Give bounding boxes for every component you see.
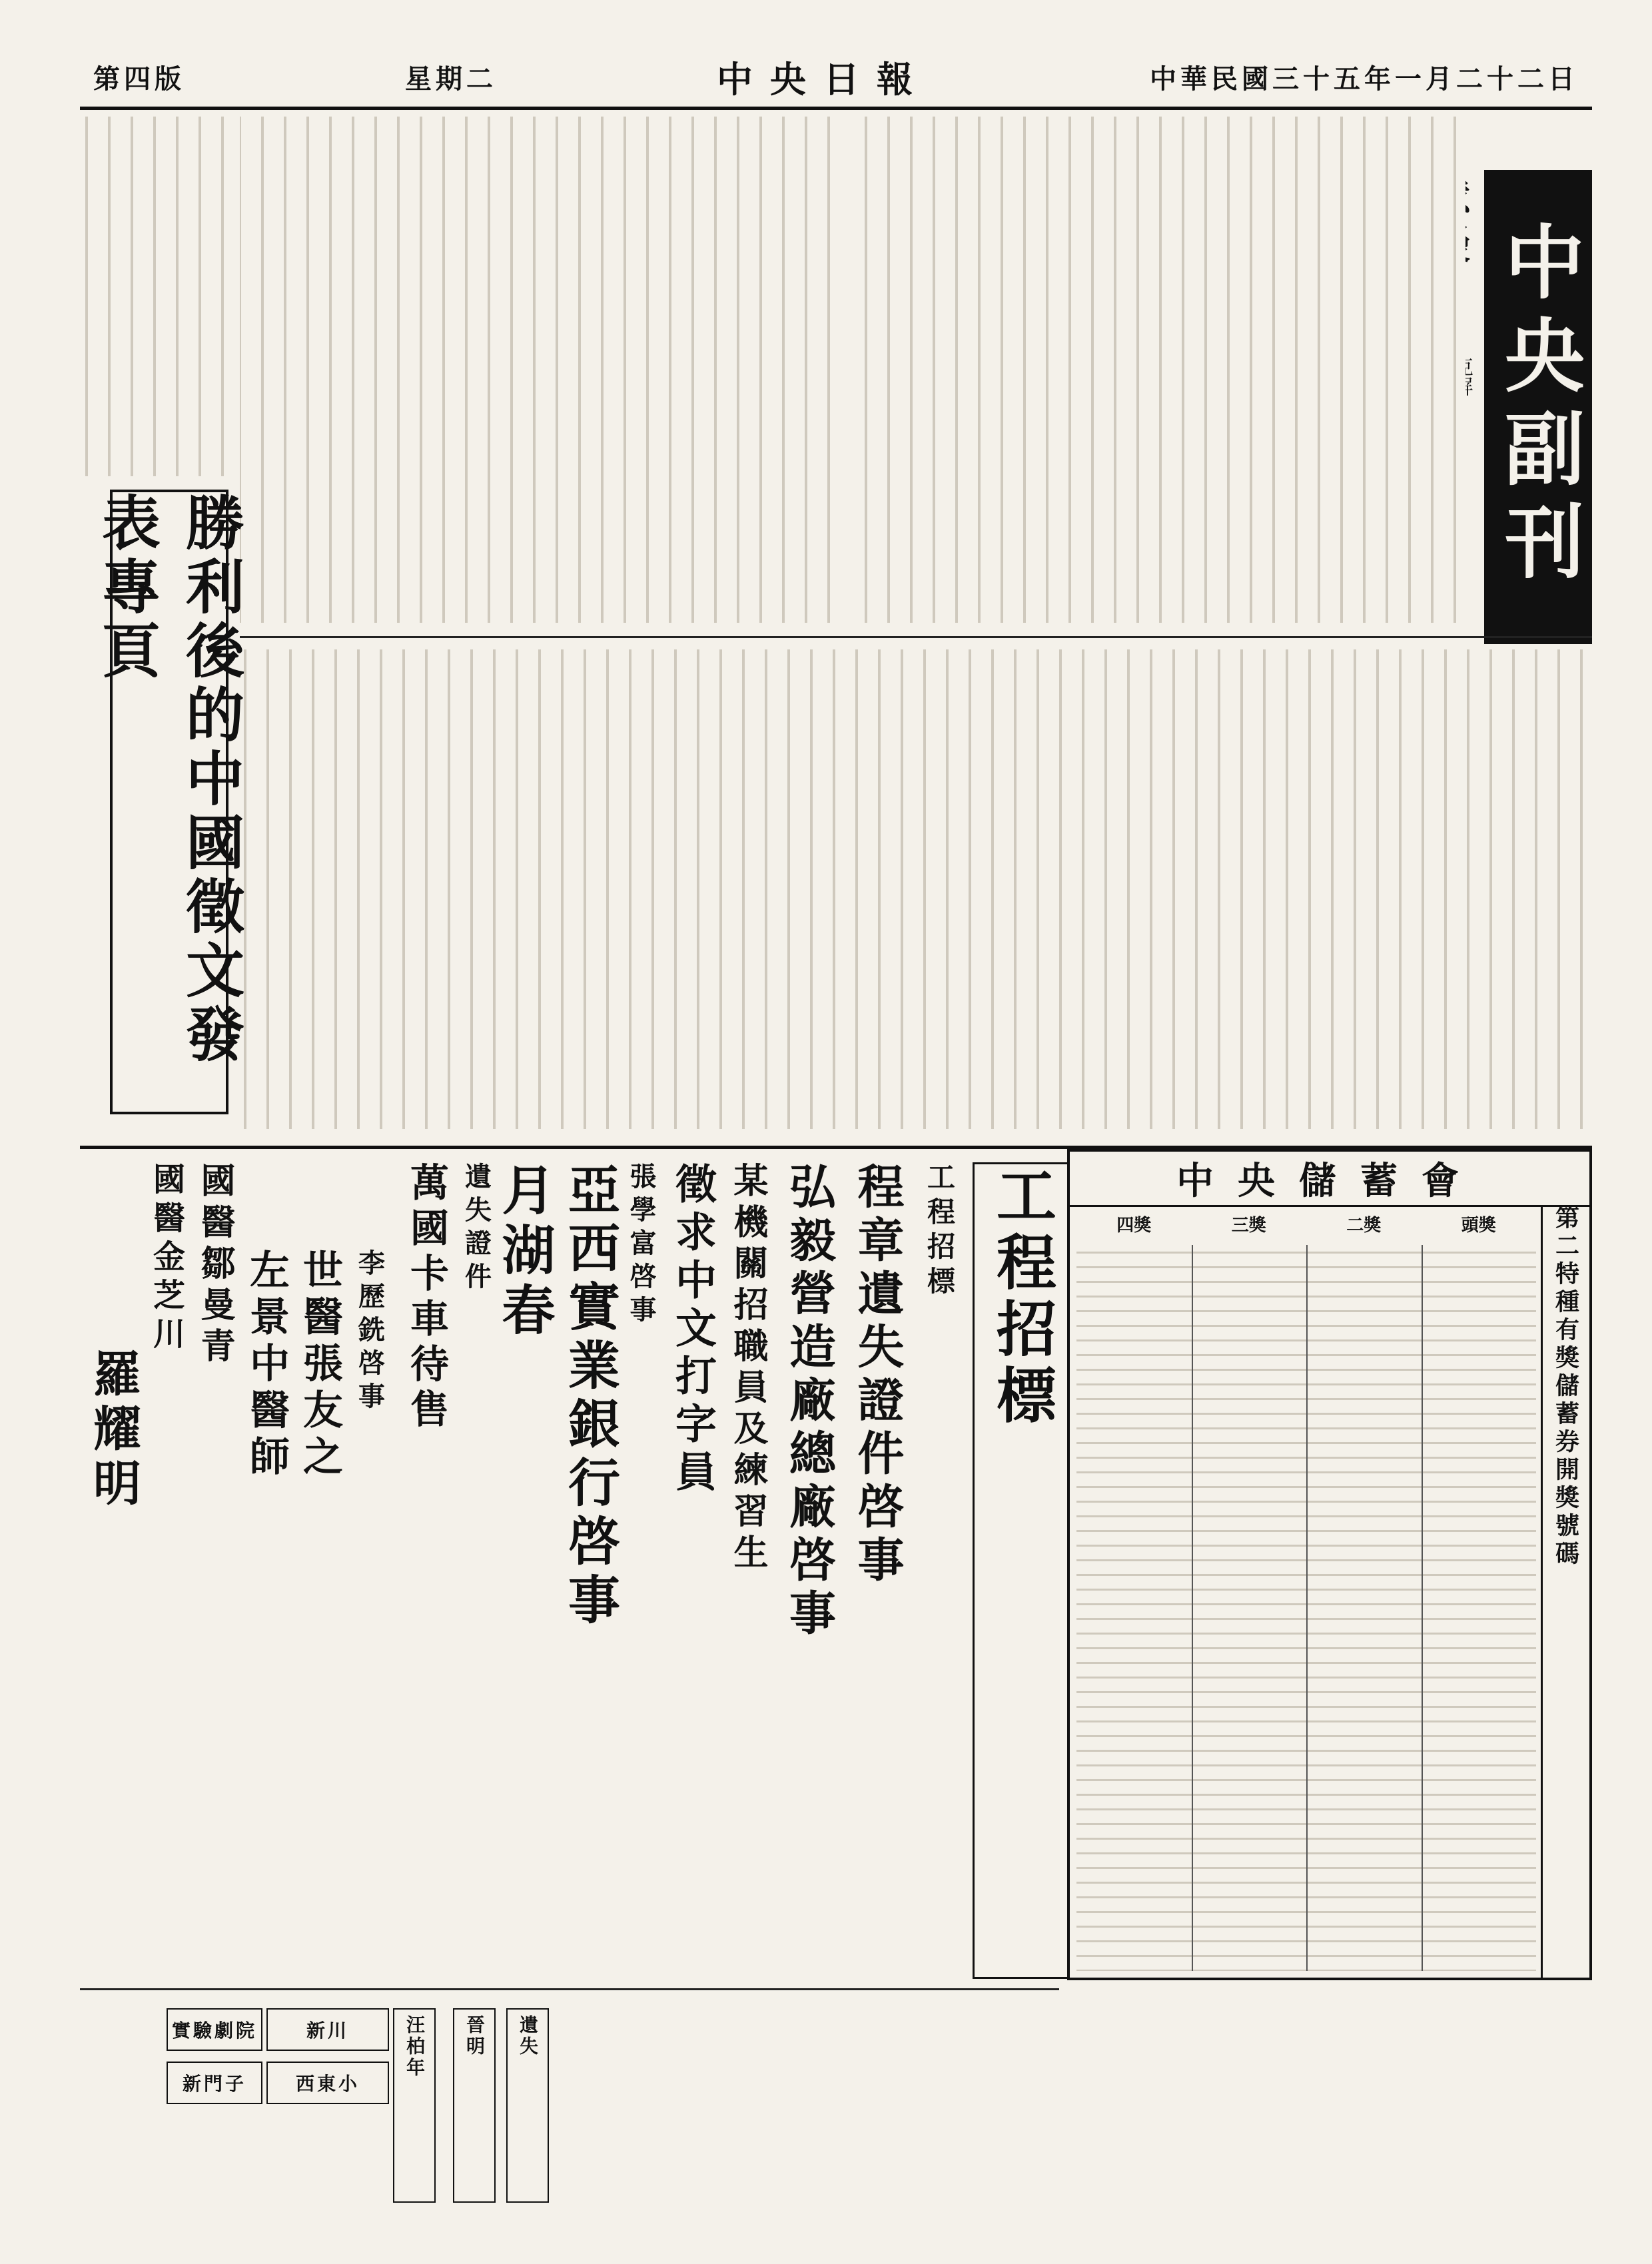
lottery-title: 中央儲蓄會 bbox=[1070, 1152, 1589, 1207]
wang-ad: 汪柏年 bbox=[393, 2008, 436, 2203]
lottery-col-2: 二獎 bbox=[1346, 1216, 1382, 1236]
li-notice: 李歷銑啓事 bbox=[354, 1249, 386, 1415]
truck-sale-ad: 萬國卡車待售 bbox=[404, 1162, 449, 1434]
issue-date: 中華民國三十五年一月二十二日 bbox=[1150, 63, 1579, 95]
engineering-tender-sub: 工程招標 bbox=[923, 1162, 956, 1301]
article-body-texture-3 bbox=[80, 117, 233, 476]
grid-rule bbox=[1422, 1245, 1423, 1971]
lottery-col-1: 頭獎 bbox=[1461, 1216, 1496, 1236]
theater-ad: 實驗劇院 bbox=[167, 2008, 262, 2051]
doctor-jin-ad: 國醫金芝川 bbox=[147, 1162, 185, 1355]
article-body-texture-2 bbox=[240, 649, 1592, 1129]
page-number: 第四版 bbox=[93, 63, 185, 95]
lottery-col-3: 三獎 bbox=[1231, 1216, 1266, 1236]
article-body-texture bbox=[240, 117, 839, 623]
paper-name: 中央日報 bbox=[717, 57, 930, 101]
lottery-table bbox=[1067, 1149, 1592, 1980]
lottery-side-label: 第二特種有獎儲蓄券開獎號碼 bbox=[1541, 1205, 1589, 1978]
essay-body-texture bbox=[853, 117, 1465, 623]
shiming-ad: 晉明 bbox=[453, 2008, 496, 2203]
lost-small-ad: 遺失 bbox=[506, 2008, 549, 2203]
weekday: 星期二 bbox=[405, 63, 497, 95]
lost-docs-notice: 程章遺失證件啓事 bbox=[850, 1162, 905, 1589]
zhang-notice: 張學富啓事 bbox=[625, 1162, 657, 1329]
doctor-zhang-ad: 世醫張友之 bbox=[296, 1249, 343, 1482]
lottery-captions bbox=[1076, 1212, 1536, 1238]
doctor-zuo-ad: 左景中醫師 bbox=[243, 1249, 290, 1482]
luo-ad: 羅耀明 bbox=[85, 1349, 142, 1513]
xinmenzi-ad: 新門子 bbox=[167, 2062, 262, 2104]
xidong-ad: 西東小 bbox=[266, 2062, 389, 2104]
xinchuan-ad: 新川 bbox=[266, 2008, 389, 2051]
factory-notice: 弘毅營造廠總廠啓事 bbox=[781, 1162, 837, 1642]
moon-lake-ad: 月湖春 bbox=[493, 1162, 556, 1342]
feature-title: 勝利後的中國徵文發表專頁 bbox=[110, 490, 228, 1114]
engineering-tender-ad: 工程招標 bbox=[973, 1162, 1070, 1979]
lost-docs-2: 遺失證件 bbox=[460, 1162, 492, 1296]
supplement-section bbox=[80, 117, 1592, 1136]
supplement-logo: 中央副刊 bbox=[1484, 170, 1592, 644]
divider bbox=[240, 636, 1592, 638]
grid-rule bbox=[1192, 1245, 1193, 1971]
recruit-notice: 某機關招職員及練習生 bbox=[727, 1162, 768, 1575]
grid-rule bbox=[1306, 1245, 1308, 1971]
lottery-number-grid bbox=[1076, 1245, 1536, 1971]
advertisement-section bbox=[80, 1146, 1592, 2235]
masthead bbox=[80, 47, 1592, 110]
bottom-ad-divider bbox=[80, 1988, 1059, 1990]
doctor-guo-ad: 國醫鄒曼青 bbox=[195, 1162, 235, 1369]
lottery-col-4: 四獎 bbox=[1116, 1216, 1152, 1236]
bank-notice: 亞西實業銀行啓事 bbox=[560, 1162, 620, 1631]
newspaper-page bbox=[80, 47, 1592, 2231]
typist-ad: 徵求中文打字員 bbox=[668, 1162, 717, 1498]
